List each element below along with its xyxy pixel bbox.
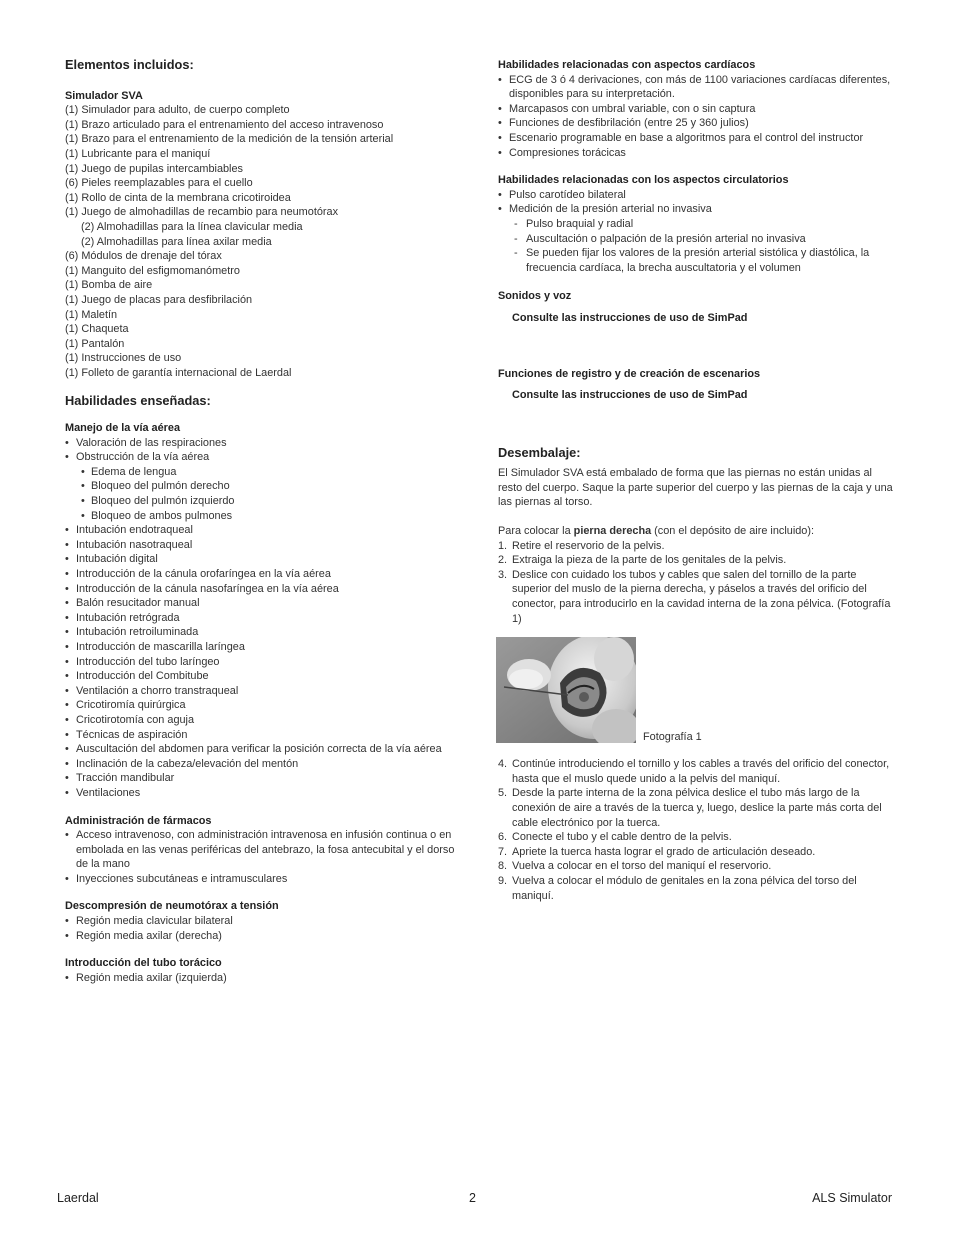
list-item: (1) Manguito del esfigmomanómetro	[65, 264, 240, 277]
step-item	[498, 757, 898, 786]
pneumothorax-heading: Descompresión de neumotórax a tensión	[65, 900, 279, 913]
footer-product: ALS Simulator	[812, 1191, 892, 1205]
unpack-heading: Desembalaje:	[498, 444, 581, 460]
step-text: Vuelva a colocar en el torso del maniquí el reservorio.	[512, 860, 772, 873]
included-heading: Elementos incluidos:	[65, 57, 194, 72]
step-number: 2.	[498, 554, 508, 567]
list-item: • Introducción del tubo laríngeo	[65, 655, 465, 670]
list-item: (6) Módulos de drenaje del tórax	[65, 250, 222, 263]
step-text: Vuelva a colocar el módulo de genitales en la zona pélvica del torso del maniquí.	[512, 874, 857, 902]
step-text: Conecte el tubo y el cable dentro de la pelvis.	[512, 831, 732, 844]
photo-figure	[496, 637, 898, 743]
step-item	[498, 874, 898, 903]
chest-tube-heading: Introducción del tubo torácico	[65, 957, 222, 970]
step-text: Continúe introduciendo el tornillo y los cables a través del orificio del conector, hasta que el muslo quede unido a la pelvis del maniquí.	[512, 758, 890, 785]
list-item: • Cricotirotomía con aguja	[65, 713, 465, 728]
mannequin-leg-photo	[496, 637, 636, 743]
left-column	[65, 58, 465, 985]
step-number: 3.	[498, 568, 508, 581]
list-item: (1) Juego de pupilas intercambiables	[65, 162, 243, 175]
list-item: (1) Instrucciones de uso	[65, 352, 182, 365]
drugs-list	[65, 828, 465, 886]
unpack-paragraph: El Simulador SVA está embalado de forma que las piernas no están unidas al resto del cuerpo. Saque la parte superior del cuerpo y las piernas de la caja y una las piernas al torso.	[498, 467, 893, 509]
step-number: 6.	[498, 831, 508, 844]
list-item: (1) Bomba de aire	[65, 279, 153, 292]
cardiac-heading: Habilidades relacionadas con aspectos cardíacos	[498, 59, 756, 71]
list-item: • Introducción de la cánula orofaríngea en la vía aérea	[65, 567, 465, 582]
intro-text: (con el depósito de aire incluido):	[651, 525, 815, 538]
logging-heading: Funciones de registro y de creación de escenarios	[498, 367, 761, 380]
included-list	[65, 103, 465, 380]
list-item: • Bloqueo del pulmón izquierdo	[65, 494, 465, 509]
list-item: (1) Chaqueta	[65, 323, 129, 336]
circulation-heading: Habilidades relacionadas con los aspectos circulatorios	[498, 174, 789, 187]
step-item	[498, 553, 898, 568]
list-item: • Obstrucción de la vía aérea	[65, 450, 465, 465]
list-item: - Auscultación o palpación de la presión arterial no invasiva	[498, 232, 898, 247]
list-item: • Intubación nasotraqueal	[65, 538, 465, 553]
list-item: • Ventilaciones	[65, 786, 465, 801]
list-item: (1) Brazo para el entrenamiento de la medición de la tensión arterial	[65, 133, 394, 146]
footer-brand: Laerdal	[57, 1191, 99, 1205]
list-item: • Bloqueo de ambos pulmones	[65, 509, 465, 524]
list-item: • Compresiones torácicas	[498, 146, 898, 161]
step-number: 4.	[498, 758, 508, 771]
list-item: - Pulso braquial y radial	[498, 217, 898, 232]
drugs-heading: Administración de fármacos	[65, 814, 212, 827]
cardiac-list	[498, 73, 898, 161]
list-item: (1) Rollo de cinta de la membrana cricotiroidea	[65, 191, 291, 204]
list-item: • Medición de la presión arterial no invasiva	[498, 202, 898, 217]
list-item: • Tracción mandibular	[65, 771, 465, 786]
steps-list-continued	[498, 757, 898, 903]
step-text: Extraiga la pieza de la parte de los genitales de la pelvis.	[512, 554, 787, 567]
step-number: 1.	[498, 539, 508, 552]
list-item: • Balón resucitador manual	[65, 596, 465, 611]
list-item: • Región media axilar (izquierda)	[65, 971, 465, 986]
circulation-list	[498, 188, 898, 276]
consult-note: Consulte las instrucciones de uso de SimPad	[512, 389, 748, 402]
list-item: • Marcapasos con umbral variable, con o sin captura	[498, 102, 898, 117]
list-item: • Valoración de las respiraciones	[65, 436, 465, 451]
list-item: • Acceso intravenoso, con administración intravenosa en infusión continua o en embolada en las venas periféricas del antebrazo, la fosa antecubital y el dorso de la mano	[65, 828, 465, 872]
photo-caption: Fotografía 1	[643, 730, 702, 743]
list-item: (1) Simulador para adulto, de cuerpo completo	[65, 104, 290, 117]
list-item: • Región media axilar (derecha)	[65, 929, 465, 944]
list-item: • Ventilación a chorro transtraqueal	[65, 684, 465, 699]
step-number: 8.	[498, 860, 508, 873]
step-item	[498, 845, 898, 860]
step-item	[498, 830, 898, 845]
right-column	[498, 58, 898, 903]
step-number: 7.	[498, 845, 508, 858]
consult-note: Consulte las instrucciones de uso de SimPad	[512, 311, 748, 324]
list-item: • Auscultación del abdomen para verificar la posición correcta de la vía aérea	[65, 742, 465, 757]
list-item: • Escenario programable en base a algoritmos para el control del instructor	[498, 131, 898, 146]
step-text: Retire el reservorio de la pelvis.	[512, 539, 665, 552]
list-item: • Introducción de mascarilla laríngea	[65, 640, 465, 655]
list-item: (2) Almohadillas para línea axilar media	[81, 235, 272, 248]
list-item: • Pulso carotídeo bilateral	[498, 188, 898, 203]
step-item	[498, 539, 898, 554]
list-item: (2) Almohadillas para la línea clavicular media	[81, 220, 303, 233]
step-item	[498, 859, 898, 874]
list-item: • Intubación endotraqueal	[65, 523, 465, 538]
step-number: 9.	[498, 874, 508, 887]
list-item: • Intubación retroiluminada	[65, 625, 465, 640]
skills-heading: Habilidades enseñadas:	[65, 393, 211, 409]
page-number: 2	[469, 1191, 476, 1205]
list-item: • Introducción del Combitube	[65, 669, 465, 684]
list-item: (1) Juego de placas para desfibrilación	[65, 293, 253, 306]
intro-text: Para colocar la	[498, 525, 574, 538]
pneumothorax-list	[65, 914, 465, 943]
list-item: (1) Juego de almohadillas de recambio para neumotórax	[65, 206, 339, 219]
step-number: 5.	[498, 787, 508, 800]
airway-list	[65, 436, 465, 801]
simulator-heading: Simulador SVA	[65, 89, 143, 102]
list-item: • Inyecciones subcutáneas e intramusculares	[65, 872, 465, 887]
intro-bold: pierna derecha	[573, 525, 652, 538]
chest-tube-list	[65, 971, 465, 986]
list-item: (6) Pieles reemplazables para el cuello	[65, 177, 253, 190]
airway-heading: Manejo de la vía aérea	[65, 422, 181, 435]
list-item: (1) Pantalón	[65, 337, 125, 350]
list-item: • Bloqueo del pulmón derecho	[65, 479, 465, 494]
right-leg-intro	[498, 524, 898, 539]
list-item: (1) Brazo articulado para el entrenamiento del acceso intravenoso	[65, 118, 384, 131]
list-item: • ECG de 3 ó 4 derivaciones, con más de 1100 variaciones cardíacas diferentes, disponibles para su interpretación.	[498, 73, 898, 102]
step-text: Apriete la tuerca hasta lograr el grado de articulación deseado.	[512, 845, 816, 858]
list-item: • Edema de lengua	[65, 465, 465, 480]
list-item: - Se pueden fijar los valores de la presión arterial sistólica y diastólica, la frecuencia cardíaca, la brecha auscultatoria y el volumen	[498, 246, 898, 275]
steps-list	[498, 539, 898, 627]
list-item: (1) Folleto de garantía internacional de Laerdal	[65, 366, 292, 379]
list-item: • Intubación digital	[65, 552, 465, 567]
list-item: • Cricotiromía quirúrgica	[65, 698, 465, 713]
step-text: Desde la parte interna de la zona pélvica deslice el tubo más largo de la conexión de aire a través de la tuerca y, luego, deslice la parte más corta del cable electrónico por la tuerca.	[512, 787, 882, 829]
list-item: • Inclinación de la cabeza/elevación del mentón	[65, 757, 465, 772]
list-item: • Intubación retrógrada	[65, 611, 465, 626]
sound-heading: Sonidos y voz	[498, 290, 572, 303]
list-item: • Técnicas de aspiración	[65, 728, 465, 743]
list-item: • Región media clavicular bilateral	[65, 914, 465, 929]
list-item: (1) Lubricante para el maniquí	[65, 147, 211, 160]
list-item: (1) Maletín	[65, 308, 118, 321]
step-text: Deslice con cuidado los tubos y cables que salen del tornillo de la parte superior del muslo de la pierna derecha, y páselos a través del orificio del conector, para introducirlo en la cavidad interna de la zona pélvica. (Fotografía 1)	[512, 568, 891, 625]
list-item: • Funciones de desfibrilación (entre 25 y 360 julios)	[498, 116, 898, 131]
step-item	[498, 568, 898, 626]
list-item: • Introducción de la cánula nasofaríngea en la vía aérea	[65, 582, 465, 597]
step-item	[498, 786, 898, 830]
